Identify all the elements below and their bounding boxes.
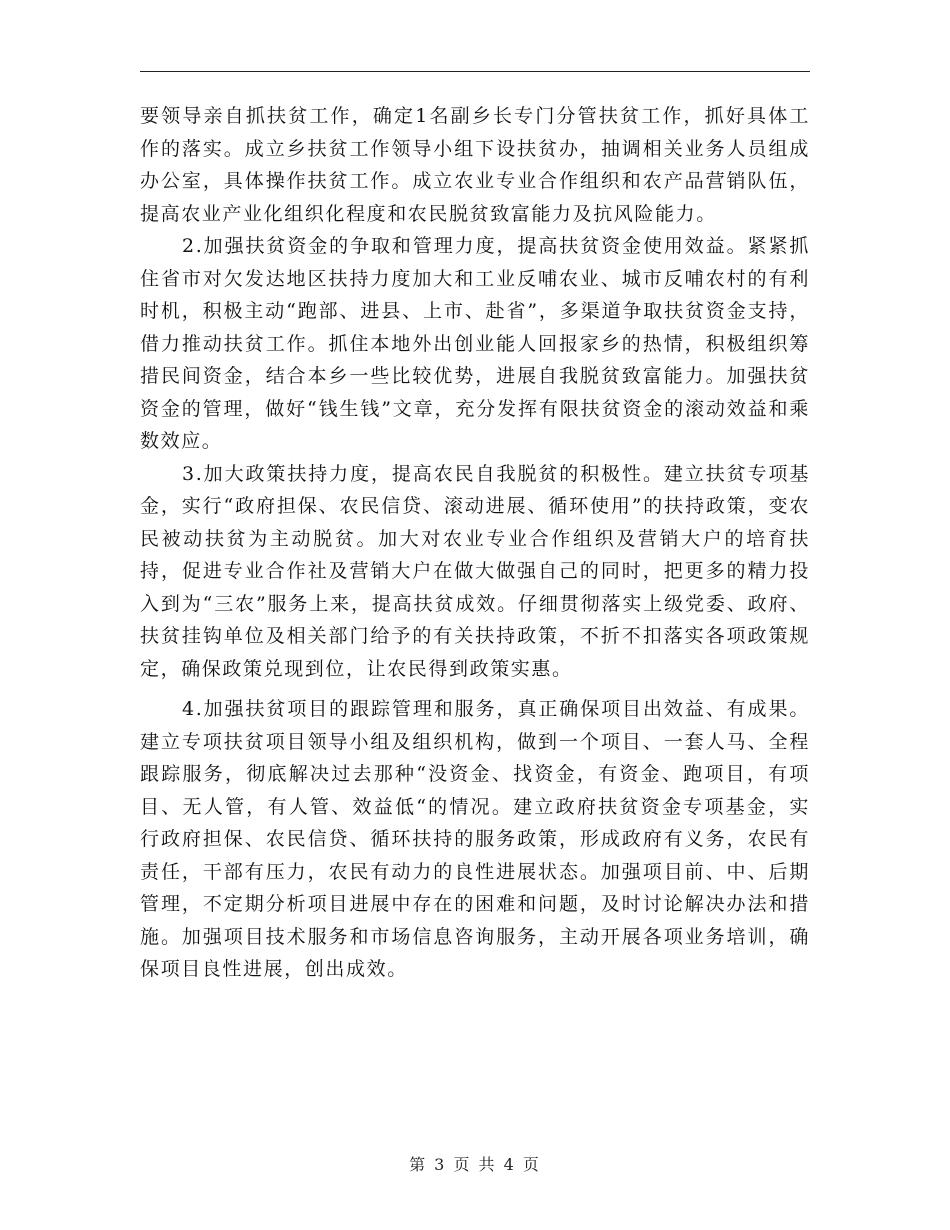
paragraph-item-3: 3.加大政策扶持力度，提高农民自我脱贫的积极性。建立扶贫专项基金，实行“政府担保、农民信贷、滚动进展、循环使用”的扶持政策，变农民被动扶贫为主动脱贫。加大对农业专业合作组织及营销大户的培育扶持，促进专业合作社及营销大户在做大做强自己的同时，把更多的精力投入到为“三农”服务上来，提高扶贫成效。仔细贯彻落实上级党委、政府、扶贫挂钩单位及相关部门给予的有关扶持政策，不折不扣落实各项政策规定，确保政策兑现到位，让农民得到政策实惠。 — [140, 462, 810, 680]
page-number: 第 3 页 共 4 页 — [409, 1155, 541, 1174]
document-body — [140, 100, 810, 986]
paragraph-item-4: 4.加强扶贫项目的跟踪管理和服务，真正确保项目出效益、有成果。建立专项扶贫项目领导小组及组织机构，做到一个项目、一套人马、全程跟踪服务，彻底解决过去那种“没资金、找资金，有资金、跑项目，有项目、无人管，有人管、效益低“的情况。建立政府扶贫资金专项基金，实行政府担保、农民信贷、循环扶持的服务政策，形成政府有义务，农民有责任，干部有压力，农民有动力的良性进展状态。加强项目前、中、后期管理，不定期分析项目进展中存在的困难和问题，及时讨论解决办法和措施。加强项目技术服务和市场信息咨询服务，主动开展各项业务培训，确保项目良性进展，创出成效。 — [140, 698, 810, 980]
paragraph-continued: 要领导亲自抓扶贫工作，确定1名副乡长专门分管扶贫工作，抓好具体工作的落实。成立乡扶贫工作领导小组下设扶贫办，抽调相关业务人员组成办公室，具体操作扶贫工作。成立农业专业合作组织和农产品营销队伍，提高农业产业化组织化程度和农民脱贫致富能力及抗风险能力。 — [140, 105, 810, 225]
paragraph-item-2: 2.加强扶贫资金的争取和管理力度，提高扶贫资金使用效益。紧紧抓住省市对欠发达地区扶持力度加大和工业反哺农业、城市反哺农村的有利时机，积极主动“跑部、进县、上市、赴省”，多渠道争取扶贫资金支持，借力推动扶贫工作。抓住本地外出创业能人回报家乡的热情，积极组织筹措民间资金，结合本乡一些比较优势，进展自我脱贫致富能力。加强扶贫资金的管理，做好“钱生钱”文章，充分发挥有限扶贫资金的滚动效益和乘数效应。 — [140, 235, 810, 452]
header-rule — [140, 71, 810, 72]
